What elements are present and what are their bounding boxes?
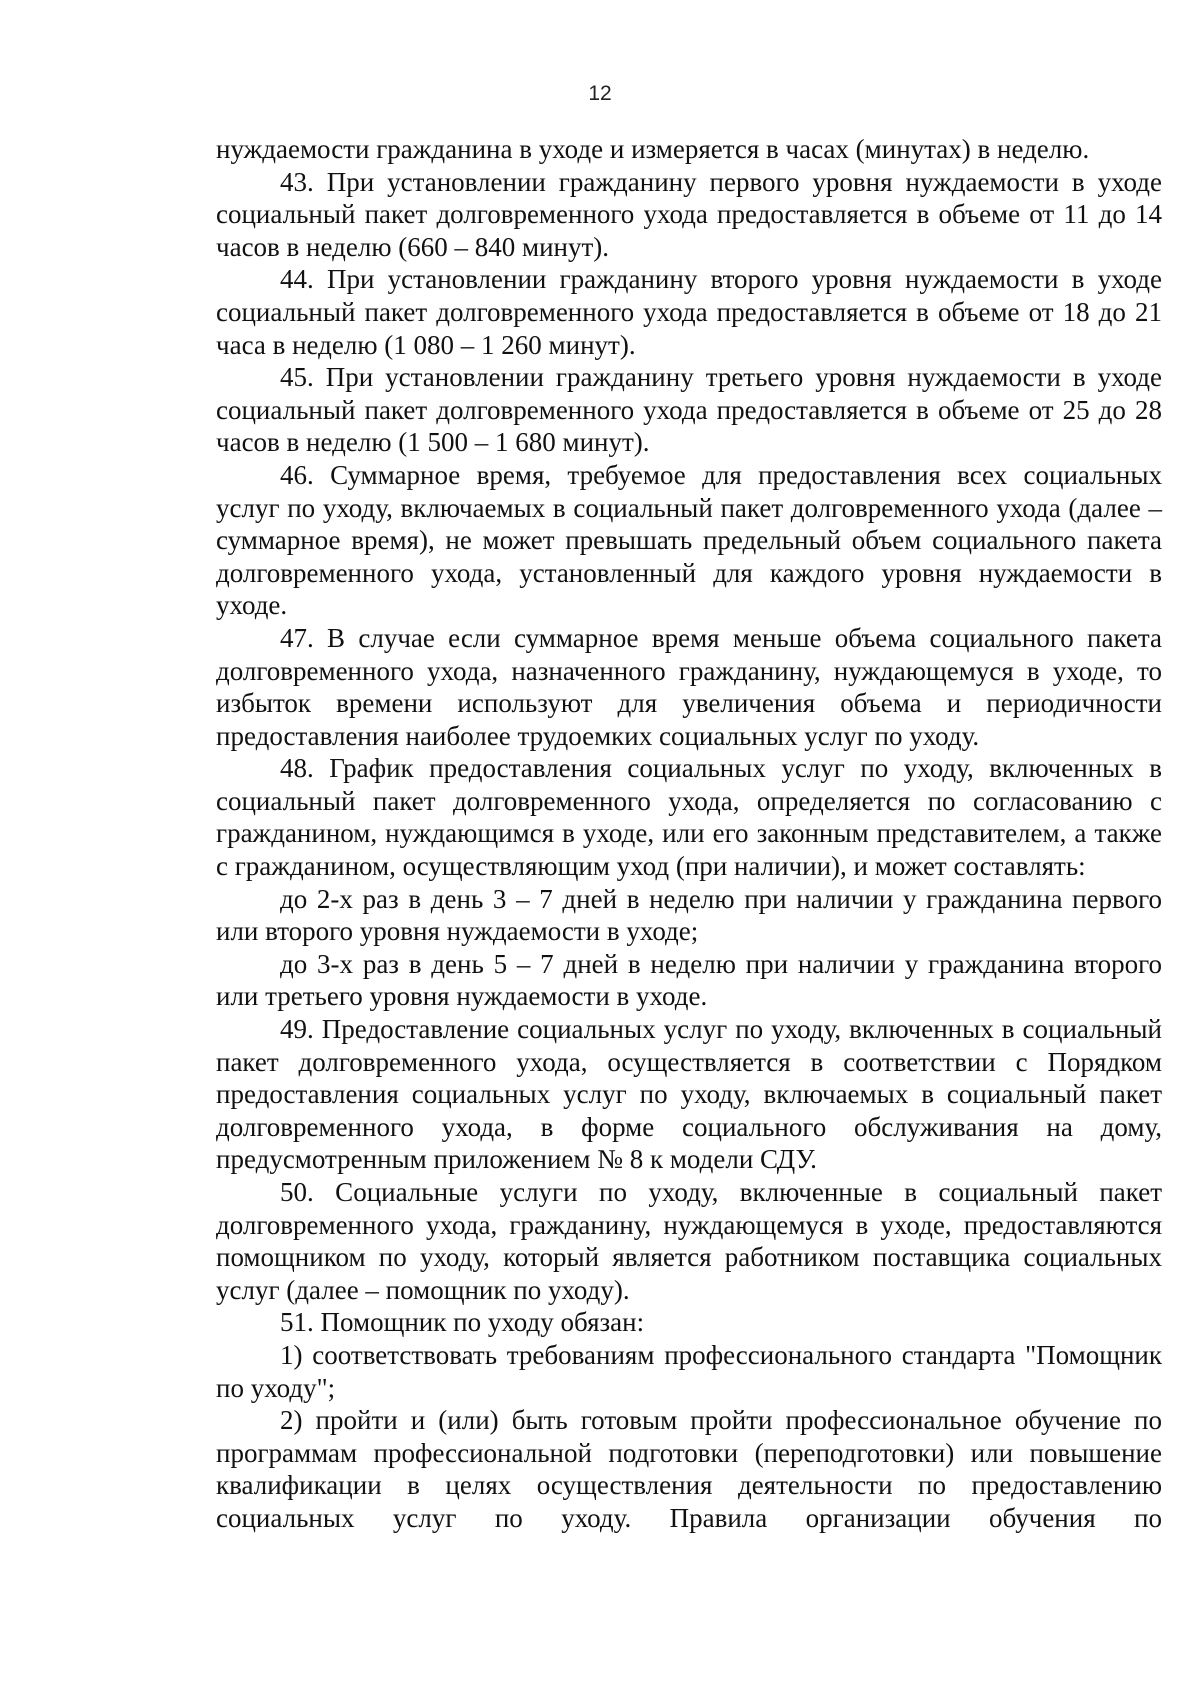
paragraph-51-item-2: 2) пройти и (или) быть готовым пройти профессиональное обучение по программам профессиональной подготовки (переподготовки) или повышение квалификации в целях осуществления деятельности по предоставлению социальных услуг по уходу. Правила организации обучения по xyxy=(216,1405,1162,1533)
paragraph-51-item-1: 1) соответствовать требованиям профессионального стандарта "Помощник по уходу"; xyxy=(216,1339,1162,1403)
page-number: 12 xyxy=(588,82,612,105)
paragraph-48-item-1: до 2-х раз в день 3 – 7 дней в неделю при наличии у гражданина первого или второго уровня нуждаемости в уходе; xyxy=(216,883,1162,947)
paragraph-continuation: нуждаемости гражданина в уходе и измеряется в часах (минутах) в неделю. xyxy=(216,134,1090,164)
paragraph-46: 46. Суммарное время, требуемое для предоставления всех социальных услуг по уходу, включаемых в социальный пакет долговременного ухода (далее – суммарное время), не может превышать предельный объем социального пакета долговременного ухода, установленный для каждого уровня нуждаемости в уходе. xyxy=(216,459,1162,621)
paragraph-44: 44. При установлении гражданину второго уровня нуждаемости в уходе социальный пакет долговременного ухода предоставляется в объеме от 18 до 21 часа в неделю (1 080 – 1 260 минут). xyxy=(216,264,1162,360)
paragraph-49: 49. Предоставление социальных услуг по уходу, включенных в социальный пакет долговременного ухода, осуществляется в соответствии с Порядком предоставления социальных услуг по уходу, включаемых в социальный пакет долговременного ухода, в форме социального обслуживания на дому, предусмотренным приложением № 8 к модели СДУ. xyxy=(216,1014,1162,1175)
paragraph-51: 51. Помощник по уходу обязан: xyxy=(280,1307,645,1338)
paragraph-43: 43. При установлении гражданину первого уровня нуждаемости в уходе социальный пакет долговременного ухода предоставляется в объеме от 11 до 14 часов в неделю (660 – 840 минут). xyxy=(216,166,1162,262)
document-body xyxy=(216,133,1162,1535)
paragraph-50: 50. Социальные услуги по уходу, включенные в социальный пакет долговременного ухода, гражданину, нуждающемуся в уходе, предоставляются помощником по уходу, который является работником поставщика социальных услуг (далее – помощник по уходу). xyxy=(216,1177,1162,1305)
paragraph-48-item-2: до 3-х раз в день 5 – 7 дней в неделю при наличии у гражданина второго или третьего уровня нуждаемости в уходе. xyxy=(216,948,1162,1012)
paragraph-48: 48. График предоставления социальных услуг по уходу, включенных в социальный пакет долговременного ухода, определяется по согласованию с гражданином, нуждающимся в уходе, или его законным представителем, а также с гражданином, осуществляющим уход (при наличии), и может составлять: xyxy=(216,753,1162,882)
paragraph-47: 47. В случае если суммарное время меньше объема социального пакета долговременного ухода, назначенного гражданину, нуждающемуся в уходе, то избыток времени используют для увеличения объема и периодичности предоставления наиболее трудоемких социальных услуг по уходу. xyxy=(216,622,1162,751)
paragraph-45: 45. При установлении гражданину третьего уровня нуждаемости в уходе социальный пакет долговременного ухода предоставляется в объеме от 25 до 28 часов в неделю (1 500 – 1 680 минут). xyxy=(216,362,1162,458)
